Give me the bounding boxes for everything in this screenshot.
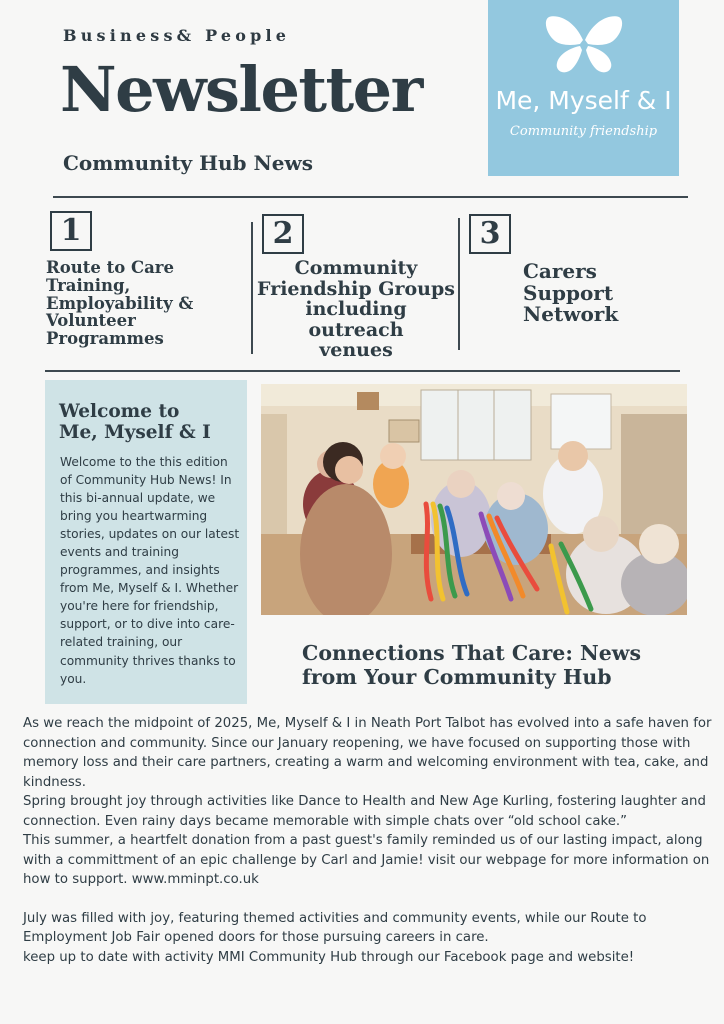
programme-3-label: Carers Support Network: [523, 259, 619, 327]
logo-tagline: Community friendship: [509, 124, 658, 139]
programme-1-label: Route to Care Training, Employability & Volunteer Programmes: [46, 258, 194, 349]
community-activity-photo: [261, 384, 687, 615]
article-paragraph: Spring brought joy through activities like Dance to Health and New Age Kurling, fostering laughter and connection. Even rainy days became memorable with simple chats over “old school cake.”: [23, 794, 706, 829]
welcome-body: Welcome to the this edition of Community Hub News! In this bi-annual update, we bring you heartwarming stories, updates on our latest events and training programmes, and insights from Me, Myself & I. Whether you're here for friendship, support, or to dive into care-related training, our community thrives thanks to you.: [60, 455, 240, 686]
top-divider: [53, 196, 688, 198]
header-eyebrow: Business& People: [63, 26, 291, 45]
article-paragraph: keep up to date with activity MMI Community Hub through our Facebook page and website!: [23, 949, 635, 965]
article-paragraph: July was filled with joy, featuring themed activities and community events, while our Route to Employment Job Fair opened doors for those pursuing careers in care.: [23, 910, 647, 946]
logo-panel: [488, 0, 679, 176]
programmes-bottom-divider: [45, 370, 680, 372]
article-paragraph: This summer, a heartfelt donation from a past guest's family reminded us of our lasting impact, along with a committment of an epic challenge by Carl and Jamie! visit our webpage for more information on how to support. www.mminpt.co.uk: [23, 833, 710, 888]
column-divider-2: [458, 218, 460, 350]
article-body: [23, 714, 718, 967]
programme-2-label: Community Friendship Groups including outreach venues: [257, 257, 455, 362]
article-paragraph: As we reach the midpoint of 2025, Me, Myself & I in Neath Port Talbot has evolved into a safe haven for connection and community. Since our January reopening, we have focused on supporting those with memory loss and their care partners, creating a warm and welcoming environment with tea, cake, and kindness.: [23, 716, 712, 790]
masthead-subtitle: Community Hub News: [63, 151, 313, 175]
programme-1-number: 1: [50, 211, 92, 251]
butterfly-icon: [544, 14, 624, 78]
logo-name: Me, Myself & I: [495, 86, 672, 115]
masthead-title: Newsletter: [60, 53, 422, 126]
section-title: Connections That Care: News from Your Community Hub: [302, 641, 642, 690]
programme-3-number: 3: [469, 214, 511, 254]
column-divider-1: [251, 222, 253, 354]
paragraph-spacer: [23, 890, 718, 909]
programme-2-number: 2: [262, 214, 304, 254]
welcome-title: Welcome to Me, Myself & I: [59, 401, 211, 444]
